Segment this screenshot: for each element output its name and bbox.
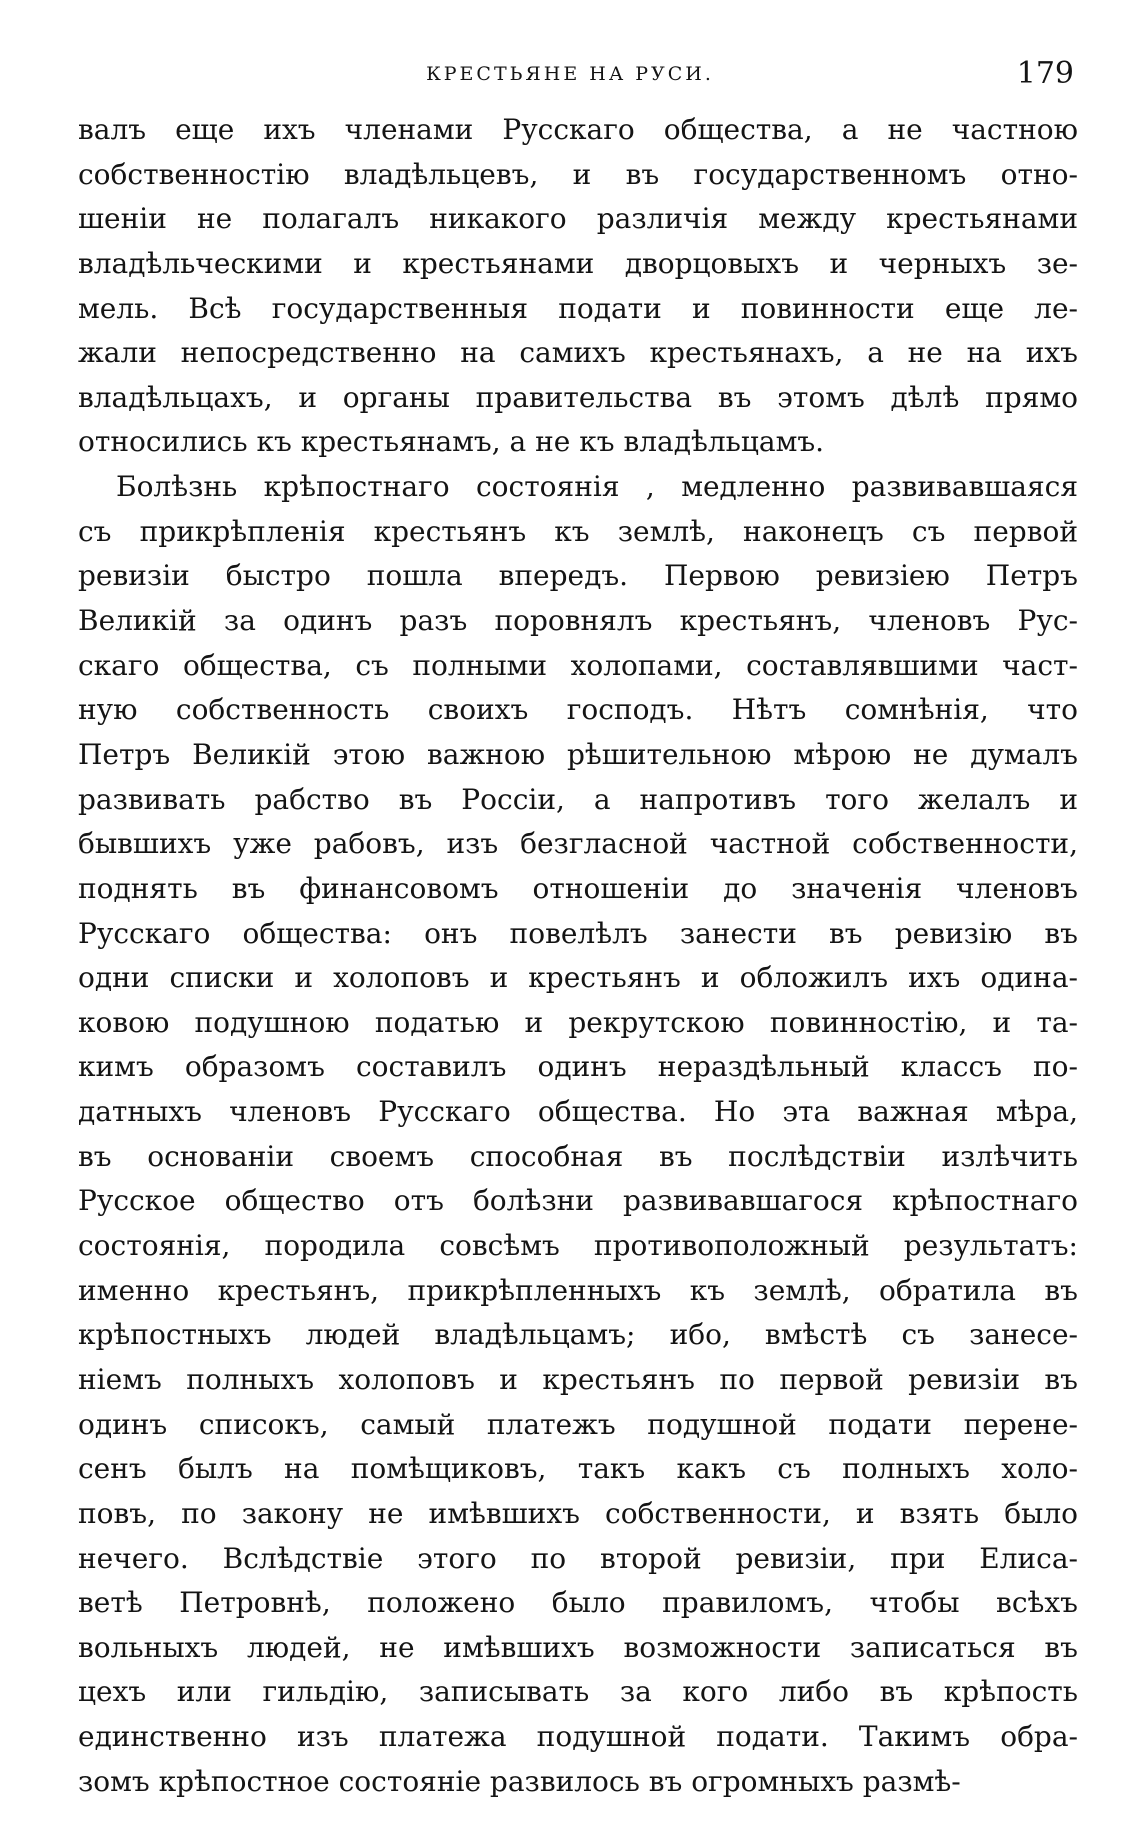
text-line: Болѣзнь крѣпостнаго состоянiя , медленно развивавшаяся [116,470,1078,504]
text-line: Русское общество отъ болѣзни развивавшагося крѣпостнаго [78,1184,1078,1218]
text-line: въ основанiи своемъ способная въ послѣдствiи излѣчить [78,1139,1078,1173]
text-line: ковою подушною податью и рекрутскою повинностiю, и та- [78,1005,1078,1039]
text-line: собственностiю владѣльцевъ, и въ государственномъ отно- [78,157,1078,191]
body-text [78,108,1078,1804]
running-head [0,54,1140,94]
text-line: состоянiя, породила совсѣмъ противоположный результатъ: [78,1229,1078,1263]
text-line: датныхъ членовъ Русскаго общества. Но эта важная мѣра, [78,1095,1078,1129]
text-line: съ прикрѣпленiя крестьянъ къ землѣ, наконецъ съ первой [78,514,1078,548]
text-line: единственно изъ платежа подушной подати. Такимъ обра- [78,1720,1078,1754]
page-number: 179 [1016,56,1074,91]
text-line: бывшихъ уже рабовъ, изъ безгласной частной собственности, [78,827,1078,861]
text-line: владѣльческими и крестьянами дворцовыхъ и черныхъ зе- [78,246,1078,280]
running-title: КРЕСТЬЯНЕ НА РУСИ. [426,63,714,85]
text-line: владѣльцахъ, и органы правительства въ этомъ дѣлѣ прямо [78,380,1078,414]
text-line: жали непосредственно на самихъ крестьянахъ, а не на ихъ [78,336,1078,370]
text-line: ветѣ Петровнѣ, положено было правиломъ, чтобы всѣхъ [78,1586,1078,1620]
text-line: нечего. Вслѣдствiе этого по второй ревизiи, при Елиса- [78,1541,1078,1575]
text-line: шенiи не полагалъ никакого различiя между крестьянами [78,202,1078,236]
text-line: относились къ крестьянамъ, а не къ владѣльцамъ. [78,425,825,459]
text-line: валъ еще ихъ членами Русскаго общества, а не частною [78,113,1078,146]
text-line: нiемъ полныхъ холоповъ и крестьянъ по первой ревизiи въ [78,1362,1078,1396]
text-line: кимъ образомъ составилъ одинъ нераздѣльный классъ по- [78,1050,1078,1084]
text-line: крѣпостныхъ людей владѣльцамъ; ибо, вмѣстѣ съ занесе- [78,1318,1078,1352]
text-line: ную собственность своихъ господъ. Нѣтъ сомнѣнiя, что [78,693,1078,727]
text-line: ревизiи быстро пошла впередъ. Первою ревизiею Петръ [78,559,1078,593]
text-line: именно крестьянъ, прикрѣпленныхъ къ землѣ, обратила въ [78,1273,1078,1307]
text-line: поднять въ финансовомъ отношенiи до значенiя членовъ [78,871,1078,905]
text-line: развивать рабство въ Россiи, а напротивъ того желалъ и [78,782,1078,816]
text-line: Петръ Великiй этою важною рѣшительною мѣрою не думалъ [78,737,1078,771]
text-line: скаго общества, съ полными холопами, составлявшими част- [78,648,1078,682]
text-line: цехъ или гильдiю, записывать за кого либо въ крѣпость [78,1675,1078,1709]
text-line: зомъ крѣпостное состоянiе развилось въ огромныхъ размѣ- [78,1764,961,1798]
text-line: повъ, по закону не имѣвшихъ собственности, и взять было [78,1496,1078,1530]
text-line: мель. Всѣ государственныя подати и повинности еще ле- [78,291,1078,325]
text-line: Великiй за одинъ разъ поровнялъ крестьянъ, членовъ Рус- [78,604,1078,638]
text-line: вольныхъ людей, не имѣвшихъ возможности записаться въ [78,1630,1078,1664]
text-line: сенъ былъ на помѣщиковъ, такъ какъ съ полныхъ холо- [78,1452,1078,1486]
text-line: одни списки и холоповъ и крестьянъ и обложилъ ихъ одина- [78,961,1078,995]
text-line: одинъ списокъ, самый платежъ подушной подати перене- [78,1407,1078,1441]
text-line: Русскаго общества: онъ повелѣлъ занести въ ревизiю въ [78,916,1078,950]
